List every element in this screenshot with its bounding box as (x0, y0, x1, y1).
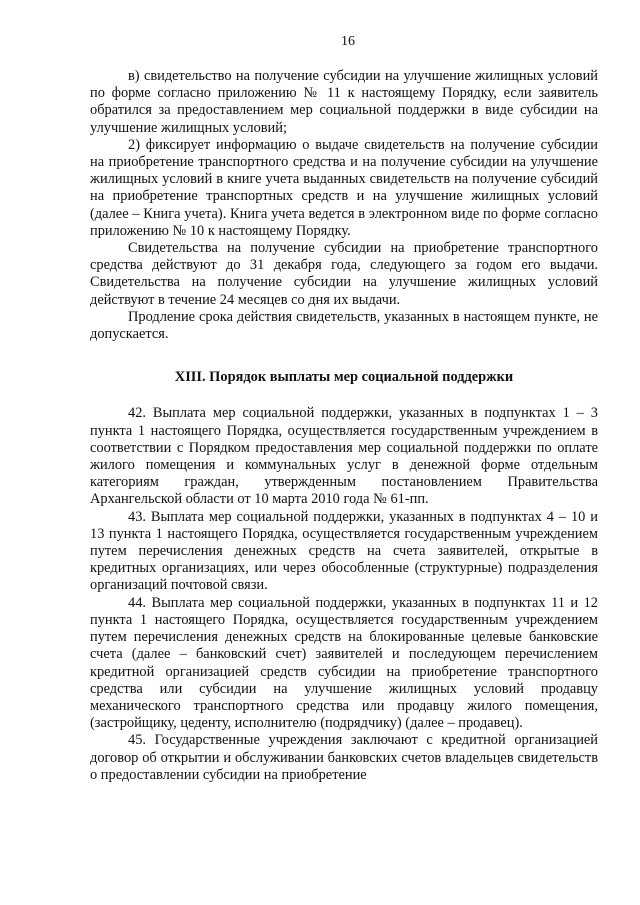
document-page (90, 34, 598, 784)
paragraph-extension-prohibited: Продление срока действия свидетельств, указанных в настоящем пункте, не допускается. (90, 308, 598, 343)
paragraph-44: 44. Выплата мер социальной поддержки, указанных в подпунктах 11 и 12 пункта 1 настоящего Порядка, осуществляется государственным учреждением путем перечисления денежных средств на блокированные целевые банковские счета (далее – банковский счет) заявителей и последующем перечислением кредитной организацией средств субсидии на приобретение транспортного средства или субсидии на улучшение жилищных условий продавцу механического транспортного средства или продавцу жилого помещения, (застройщику, цеденту, исполнителю (подрядчику) (далее – продавец). (90, 594, 598, 732)
paragraph-subitem-v: в) свидетельство на получение субсидии на улучшение жилищных условий по форме согласно приложению № 11 к настоящему Порядку, если заявитель обратился за предоставлением мер социальной поддержки в виде субсидии на улучшение жилищных условий; (90, 68, 598, 136)
paragraph-43: 43. Выплата мер социальной поддержки, указанных в подпунктах 4 – 10 и 13 пункта 1 настоящего Порядка, осуществляется государственным учреждением путем перечисления денежных средств на счета заявителей, открытые в кредитных организациях, или через обособленные (структурные) подразделения организаций почтовой связи. (90, 508, 598, 594)
section-title: XIII. Порядок выплаты мер социальной поддержки (174, 369, 514, 386)
paragraph-42: 42. Выплата мер социальной поддержки, указанных в подпунктах 1 – 3 пункта 1 настоящего Порядка, осуществляется государственным учреждением в соответствии с Порядком предоставления мер социальной поддержки по оплате жилого помещения и коммунальных услуг в денежной форме отдельным категориям граждан, утвержденным постановлением Правительства Архангельской области от 10 марта 2010 года № 61-пп. (90, 405, 598, 508)
paragraph-item-2: 2) фиксирует информацию о выдаче свидетельств на получение субсидии на приобретение транспортного средства и на получение субсидии на улучшение жилищных условий в книге учета выданных свидетельств на получение субсидий на приобретение транспортных средств и на улучшение жилищных условий (далее – Книга учета). Книга учета ведется в электронном виде по форме согласно приложению № 10 к настоящему Порядку. (90, 136, 598, 239)
page-number: 16 (341, 34, 355, 49)
paragraph-certificate-validity: Свидетельства на получение субсидии на приобретение транспортного средства действуют до 31 декабря года, следующего за годом его выдачи. Свидетельства на получение субсидии на улучшение жилищных условий действуют в течение 24 месяцев со дня их выдачи. (90, 240, 598, 308)
paragraph-45: 45. Государственные учреждения заключают с кредитной организацией договор об открытии и обслуживании банковских счетов владельцев свидетельств о предоставлении субсидии на приобретение (90, 732, 598, 783)
